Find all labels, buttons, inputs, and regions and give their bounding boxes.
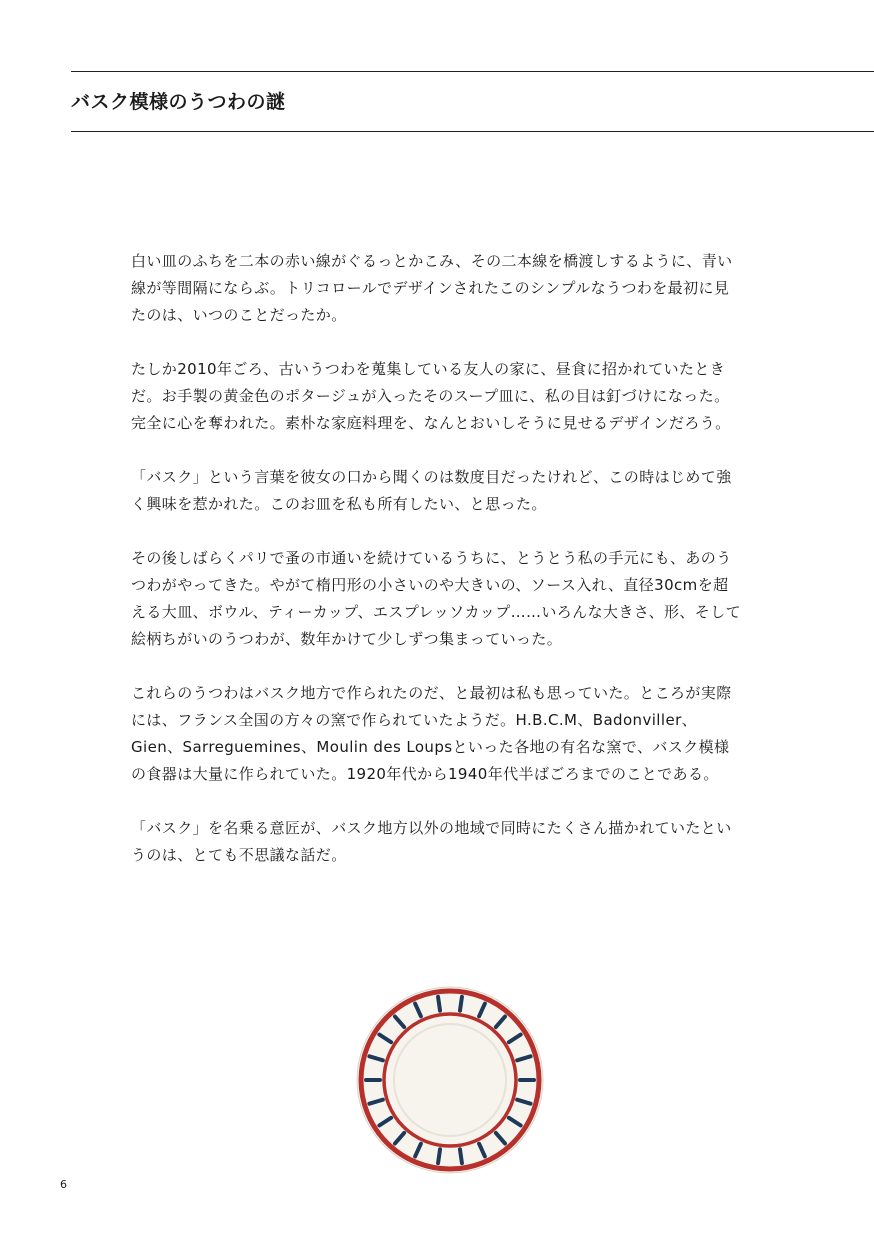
paragraph: 「バスク」を名乗る意匠が、バスク地方以外の地域で同時にたくさん描かれていたというのは、とても不思議な話だ。 xyxy=(131,819,732,864)
plate-well xyxy=(387,1017,513,1143)
top-divider xyxy=(71,71,874,72)
plate-blue-stripe xyxy=(460,1149,462,1163)
plate-image xyxy=(355,985,545,1175)
page-number: 6 xyxy=(60,1178,67,1191)
paragraph: たしか2010年ごろ、古いうつわを蒐集している友人の家に、昼食に招かれていたときだ。お手製の黄金色のポタージュが入ったそのスープ皿に、私の目は釘づけになった。完全に心を奪われた。素朴な家庭料理を、なんとおいしそうに見せるデザインだろう。 xyxy=(131,360,731,432)
plate-blue-stripe xyxy=(438,1149,440,1163)
paragraph: その後しばらくパリで蚤の市通いを続けているうちに、とうとう私の手元にも、あのうつわがやってきた。やがて楕円形の小さいのや大きいの、ソース入れ、直径30cmを超える大皿、ボウル、ティーカップ、エスプレッソカップ……いろんな大きさ、形、そして絵柄ちがいのうつわが、数年かけて少しずつ集まっていった。 xyxy=(131,549,742,648)
paragraph: 白い皿のふちを二本の赤い線がぐるっとかこみ、その二本線を橋渡しするように、青い線が等間隔にならぶ。トリコロールでデザインされたこのシンプルなうつわを最初に見たのは、いつのことだったか。 xyxy=(131,252,733,324)
basque-plate-illustration xyxy=(355,985,545,1175)
body-text xyxy=(131,248,743,896)
plate-blue-stripe xyxy=(438,997,440,1011)
plate-blue-stripe xyxy=(460,997,462,1011)
section-title: バスク模様のうつわの謎 xyxy=(71,91,286,113)
title-divider xyxy=(71,131,874,132)
paragraph: これらのうつわはバスク地方で作られたのだ、と最初は私も思っていた。ところが実際には、フランス全国の方々の窯で作られていたようだ。H.B.C.M、Badonviller、Gien、Sarreguemines、Moulin des Loupsといった各地の有名な窯で、バスク模様の食器は大量に作られていた。1920年代から1940年代半ばごろまでのことである。 xyxy=(131,684,732,783)
paragraph: 「バスク」という言葉を彼女の口から聞くのは数度目だったけれど、この時はじめて強く興味を惹かれた。このお皿を私も所有したい、と思った。 xyxy=(131,468,732,513)
